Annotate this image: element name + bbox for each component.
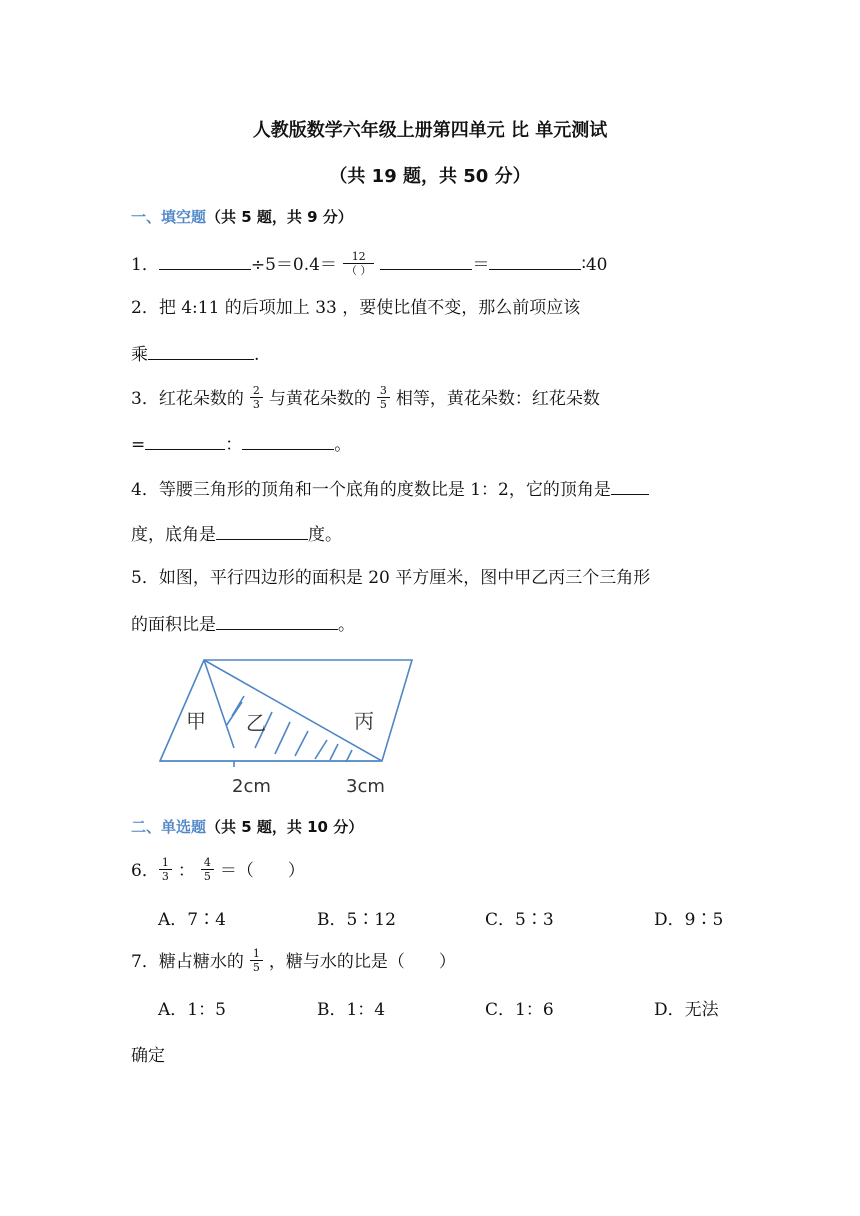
label-bing: 丙 [354, 709, 374, 733]
q3-text-c: 相等，黄花朵数：红花朵数 [395, 389, 600, 409]
label-jia: 甲 [186, 709, 206, 733]
q7-option-a[interactable]: A．1：5 [158, 1000, 226, 1020]
q7-fraction [250, 947, 263, 974]
q6-tail: ＝（ ） [219, 861, 305, 881]
q6-frac2-den: 5 [203, 870, 211, 883]
question-7 [131, 949, 456, 976]
page-title: 人教版数学六年级上册第四单元 比 单元测试 [252, 120, 608, 141]
q3-frac1-num: 2 [250, 384, 263, 398]
q1-text-1: ÷5＝0.4＝ [250, 255, 337, 275]
q7-option-d-wrap: 确定 [131, 1046, 165, 1066]
q6-option-b[interactable]: B．5∶12 [317, 910, 396, 930]
q4-text: 4．等腰三角形的顶角和一个底角的度数比是 1：2，它的顶角是 [131, 480, 611, 500]
q6-frac2-num: 4 [201, 856, 214, 870]
label-yi: 乙 [246, 711, 266, 735]
q6-frac1-den: 3 [161, 870, 169, 883]
parallelogram-figure [150, 650, 430, 800]
question-2-line-2 [131, 341, 259, 367]
q6-fraction-2 [201, 856, 214, 883]
section-info: （共 5 题，共 9 分） [206, 208, 353, 226]
q6-option-c[interactable]: C．5∶3 [485, 910, 554, 930]
q3-equals: = [131, 435, 146, 455]
q3-fraction-2 [377, 384, 390, 411]
q7-option-b[interactable]: B．1：4 [317, 1000, 386, 1020]
q7-option-c[interactable]: C．1：6 [485, 1000, 554, 1020]
question-4-line-2 [131, 521, 342, 547]
q6-frac1-num: 1 [159, 856, 172, 870]
q1-blank-3[interactable] [489, 251, 581, 270]
question-6 [131, 858, 305, 885]
q1-text-2: ＝ [472, 255, 490, 275]
q4-blank-2[interactable] [216, 521, 308, 540]
q1-blank-1[interactable] [159, 251, 251, 270]
q3-period: 。 [334, 435, 352, 455]
q1-frac-num: 12 [343, 250, 375, 264]
q7-text-b: ，糖与水的比是（ ） [268, 952, 456, 972]
q3-frac1-den: 3 [252, 398, 260, 411]
question-1 [131, 251, 608, 279]
section-info: （共 5 题，共 10 分） [206, 818, 364, 836]
question-5-line-2 [131, 611, 355, 637]
section-heading: 一、填空题 [131, 208, 207, 226]
q3-frac2-num: 3 [377, 384, 390, 398]
q3-colon: ： [225, 435, 243, 455]
section-single-choice [131, 816, 363, 837]
q1-text-3: ∶40 [581, 255, 608, 275]
section-heading: 二、单选题 [131, 818, 207, 836]
q6-option-d[interactable]: D．9∶5 [654, 910, 724, 930]
q3-blank-1[interactable] [145, 431, 225, 450]
q1-blank-2[interactable] [380, 251, 472, 270]
q3-blank-2[interactable] [242, 431, 334, 450]
question-5-line-1: 5．如图，平行四边形的面积是 20 平方厘米，图中甲乙丙三个三角形 [131, 568, 651, 588]
hatch-lines [226, 696, 352, 762]
q1-number: 1． [131, 255, 159, 275]
q6-sep: ： [177, 861, 195, 881]
q6-number: 6． [131, 861, 159, 881]
question-3-line-2 [131, 431, 351, 457]
q3-text-a: 3．红花朵数的 [131, 389, 244, 409]
question-3-line-1 [131, 386, 600, 413]
q6-fraction-1 [159, 856, 172, 883]
q4-text-2: 度，底角是 [131, 525, 216, 545]
triangle-edge-left [204, 660, 234, 748]
q7-frac-num: 1 [250, 947, 263, 961]
q5-period: 。 [338, 615, 355, 635]
q2-period: . [254, 345, 260, 365]
page-subtitle: （共 19 题，共 50 分） [329, 166, 531, 187]
q1-fraction [343, 250, 375, 277]
q5-text: 的面积比是 [131, 615, 216, 635]
q6-option-a[interactable]: A．7∶4 [158, 910, 226, 930]
q7-text-a: 7．糖占糖水的 [131, 952, 244, 972]
question-4-line-1 [131, 476, 649, 502]
dimension-3cm: 3cm [346, 776, 385, 797]
q1-frac-den: （ ） [345, 264, 372, 277]
q3-fraction-1 [250, 384, 263, 411]
question-2-line-1: 2．把 4:11 的后项加上 33 ，要使比值不变，那么前项应该 [131, 298, 581, 318]
q5-blank[interactable] [216, 611, 338, 630]
q4-text-3: 度。 [308, 525, 342, 545]
section-fill-in [131, 206, 353, 227]
q3-frac2-den: 5 [379, 398, 387, 411]
q2-text: 乘 [131, 345, 148, 365]
dimension-2cm: 2cm [232, 776, 271, 797]
q4-blank-1[interactable] [611, 476, 649, 495]
q3-text-b: 与黄花朵数的 [268, 389, 371, 409]
q7-frac-den: 5 [252, 961, 260, 974]
q2-blank[interactable] [148, 341, 254, 360]
q7-option-d[interactable]: D．无法 [654, 1000, 719, 1020]
